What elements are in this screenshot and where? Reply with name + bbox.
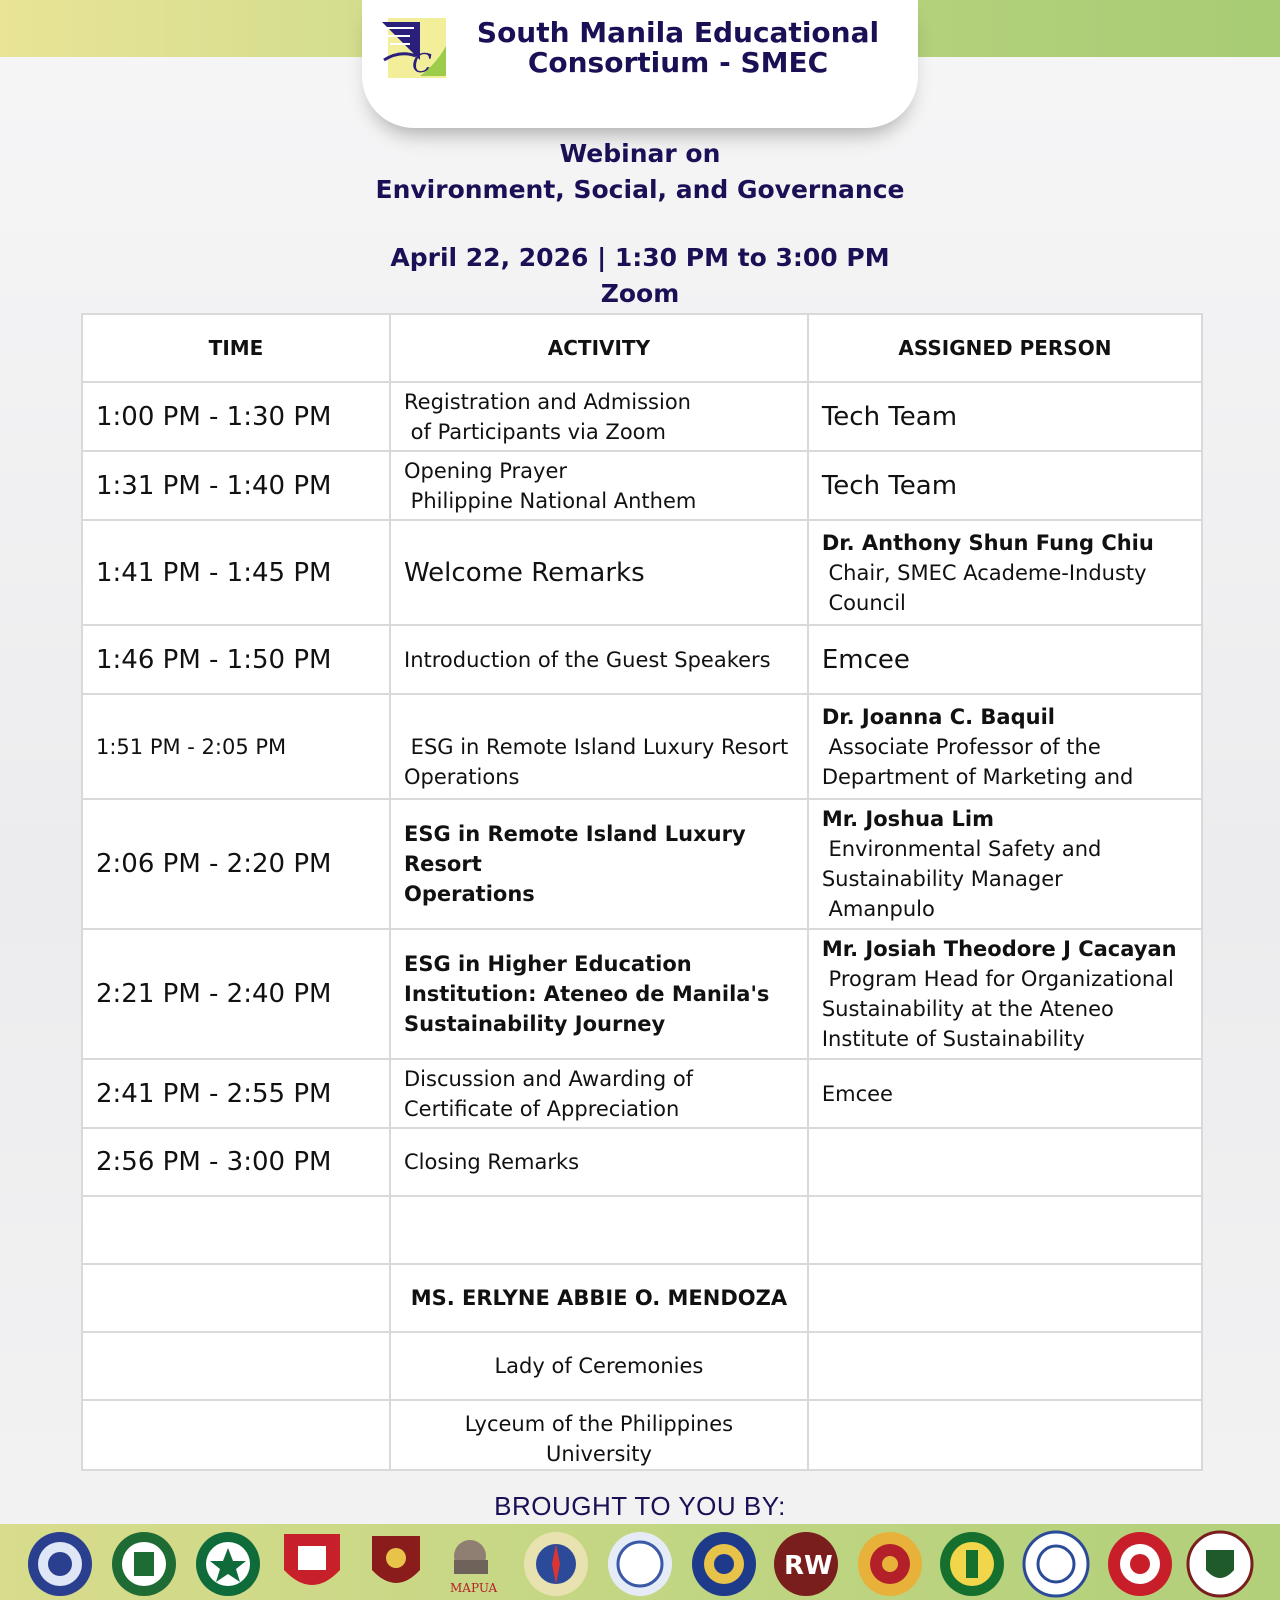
person-detail: Environmental Safety and	[821, 837, 1102, 861]
person-detail: Sustainability at the Ateneo	[821, 997, 1114, 1021]
row-time: 2:56 PM - 3:00 PM	[82, 1128, 390, 1196]
person-detail: Chair, SMEC Academe-Industy	[821, 560, 1147, 585]
table-row-emcee-name	[82, 1264, 1202, 1332]
row-activity	[390, 694, 808, 799]
org-name	[458, 18, 898, 78]
person-name: Mr. Joshua Lim	[821, 807, 994, 831]
sponsor-label: BROUGHT TO YOU BY:	[494, 1491, 786, 1521]
school-seal-icon	[606, 1530, 674, 1598]
activity-line: Philippine National Anthem	[404, 488, 697, 513]
person-name: Dr. Joanna C. Baquil	[821, 704, 1055, 729]
empty-cell	[82, 1196, 390, 1264]
table-row	[82, 451, 1202, 520]
school-crest-icon	[362, 1530, 430, 1598]
row-activity: Closing Remarks	[390, 1128, 808, 1196]
activity-line: Operations	[404, 882, 535, 906]
st-scholasticas-college-seal-icon	[1022, 1530, 1090, 1598]
event-info	[0, 136, 1280, 312]
table-row-emcee-role	[82, 1332, 1202, 1400]
row-time: 2:21 PM - 2:40 PM	[82, 929, 390, 1059]
emcee-school	[390, 1400, 808, 1470]
school-compass-seal-icon	[522, 1530, 590, 1598]
mapua-logo-icon	[440, 1530, 508, 1598]
table-row	[82, 929, 1202, 1059]
activity-line: Sustainability Journey	[404, 1012, 666, 1036]
table-row-empty	[82, 1196, 1202, 1264]
row-time: 1:46 PM - 1:50 PM	[82, 625, 390, 694]
svg-text:RW: RW	[784, 1551, 833, 1581]
person-detail: Associate Professor of the	[821, 734, 1101, 759]
event-date-time: April 22, 2026 | 1:30 PM to 3:00 PM	[390, 243, 890, 272]
empty-cell	[82, 1264, 390, 1332]
technological-university-seal-icon	[1106, 1530, 1174, 1598]
header-card	[362, 0, 918, 128]
table-row	[82, 1128, 1202, 1196]
row-person: Tech Team	[808, 382, 1202, 451]
event-title: Environment, Social, and Governance	[375, 175, 905, 204]
activity-line: Institution: Ateneo de Manila's	[404, 982, 770, 1006]
person-name: Mr. Josiah Theodore J Cacayan	[821, 937, 1177, 961]
table-row	[82, 382, 1202, 451]
st-paul-university-seal-icon	[938, 1530, 1006, 1598]
event-label: Webinar on	[559, 139, 721, 168]
svg-text:MAPUA: MAPUA	[450, 1581, 498, 1595]
row-person: Emcee	[808, 625, 1202, 694]
smec-logo	[380, 16, 448, 80]
person-detail: Program Head for Organizational	[821, 967, 1174, 991]
person-detail: Amanpulo	[821, 897, 935, 921]
table-row	[82, 1059, 1202, 1128]
empty-cell	[390, 1196, 808, 1264]
event-venue: Zoom	[600, 279, 680, 308]
emilio-aguinaldo-shield-icon	[278, 1530, 346, 1598]
person-name: Dr. Anthony Shun Fung Chiu	[821, 530, 1154, 555]
row-activity: Introduction of the Guest Speakers	[390, 625, 808, 694]
row-activity	[390, 382, 808, 451]
person-detail: Department of Marketing and	[821, 764, 1134, 789]
emcee-name: MS. ERLYNE ABBIE O. MENDOZA	[390, 1264, 808, 1332]
table-header-row	[82, 314, 1202, 382]
row-person: Tech Team	[808, 451, 1202, 520]
empty-cell	[82, 1400, 390, 1470]
school-seal-icon	[110, 1530, 178, 1598]
org-name-line2: Consortium - SMEC	[527, 46, 829, 79]
row-person: Emcee	[808, 1059, 1202, 1128]
person-detail: Sustainability Manager	[821, 867, 1063, 891]
empty-cell	[808, 1196, 1202, 1264]
row-time: 1:31 PM - 1:40 PM	[82, 451, 390, 520]
table-row	[82, 520, 1202, 625]
header-activity: ACTIVITY	[390, 314, 808, 382]
sponsor-logo-strip	[0, 1524, 1280, 1600]
svg-text:C: C	[412, 49, 432, 79]
rw-logo-icon	[772, 1530, 840, 1598]
header-time: TIME	[82, 314, 390, 382]
activity-line: Certificate of Appreciation	[404, 1096, 680, 1121]
emcee-role: Lady of Ceremonies	[390, 1332, 808, 1400]
row-activity	[390, 799, 808, 929]
activity-line: ESG in Remote Island Luxury Resort	[404, 735, 789, 759]
table-row	[82, 625, 1202, 694]
row-activity	[390, 929, 808, 1059]
santa-isabel-seal-icon	[856, 1530, 924, 1598]
table-row	[82, 694, 1202, 799]
activity-line: Operations	[404, 765, 520, 789]
de-la-salle-seal-icon	[194, 1530, 262, 1598]
empty-cell	[808, 1332, 1202, 1400]
philippine-normal-university-seal-icon	[690, 1530, 758, 1598]
header-assigned-person: ASSIGNED PERSON	[808, 314, 1202, 382]
row-activity	[390, 451, 808, 520]
person-detail: Institute of Sustainability	[821, 1027, 1085, 1051]
activity-line: Registration and Admission	[404, 389, 691, 414]
emcee-school-line: University	[545, 1442, 652, 1466]
row-activity	[390, 1059, 808, 1128]
row-time: 1:00 PM - 1:30 PM	[82, 382, 390, 451]
schedule-table	[81, 313, 1203, 1471]
university-of-the-philippines-seal-icon	[1186, 1530, 1254, 1598]
emcee-school-line: Lyceum of the Philippines	[464, 1412, 734, 1436]
row-person	[808, 520, 1202, 625]
row-time: 2:41 PM - 2:55 PM	[82, 1059, 390, 1128]
row-person	[808, 694, 1202, 799]
org-name-line1: South Manila Educational	[476, 16, 880, 49]
activity-line: ESG in Remote Island Luxury Resort	[404, 822, 746, 876]
empty-cell	[808, 1264, 1202, 1332]
adamson-university-seal-icon	[26, 1530, 94, 1598]
row-person	[808, 1128, 1202, 1196]
row-person	[808, 929, 1202, 1059]
activity-line: Opening Prayer	[404, 458, 568, 483]
row-person	[808, 799, 1202, 929]
person-detail: Council	[821, 590, 906, 615]
empty-cell	[82, 1332, 390, 1400]
row-activity: Welcome Remarks	[390, 520, 808, 625]
table-row-emcee-school	[82, 1400, 1202, 1470]
table-row	[82, 799, 1202, 929]
row-time: 2:06 PM - 2:20 PM	[82, 799, 390, 929]
row-time: 1:51 PM - 2:05 PM	[82, 694, 390, 799]
empty-cell	[808, 1400, 1202, 1470]
row-time: 1:41 PM - 1:45 PM	[82, 520, 390, 625]
activity-line: Discussion and Awarding of	[404, 1066, 694, 1091]
activity-line: ESG in Higher Education	[404, 952, 692, 976]
activity-line: of Participants via Zoom	[404, 419, 666, 444]
